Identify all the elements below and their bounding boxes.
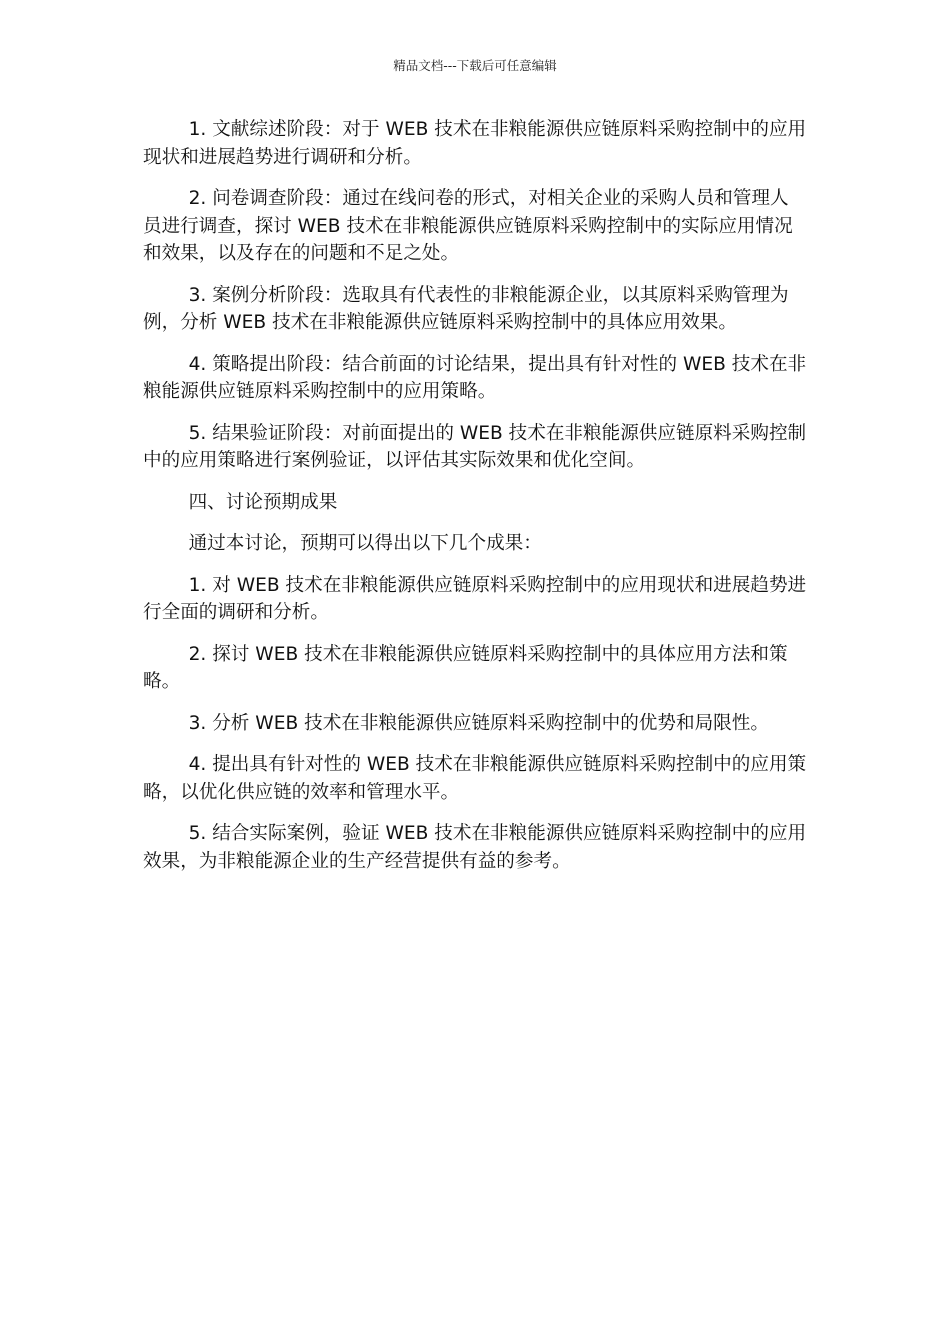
paragraph-result-5: 5. 结合实际案例，验证 WEB 技术在非粮能源供应链原料采购控制中的应用效果，为非粮能源企业的生产经营提供有益的参考。 [143, 823, 807, 872]
paragraph-stage-2: 2. 问卷调查阶段：通过在线问卷的形式，对相关企业的采购人员和管理人员进行调查，探讨 WEB 技术在非粮能源供应链原料采购控制中的实际应用情况和效果，以及存在的问题和不足之处。 [143, 188, 793, 264]
paragraph-result-3: 3. 分析 WEB 技术在非粮能源供应链原料采购控制中的优势和局限性。 [188, 712, 769, 734]
paragraph-stage-3: 3. 案例分析阶段：选取具有代表性的非粮能源企业，以其原料采购管理为例，分析 WEB 技术在非粮能源供应链原料采购控制中的具体应用效果。 [143, 284, 789, 333]
paragraph-stage-5: 5. 结果验证阶段：对前面提出的 WEB 技术在非粮能源供应链原料采购控制中的应用策略进行案例验证，以评估其实际效果和优化空间。 [143, 422, 807, 471]
paragraph-stage-4: 4. 策略提出阶段：结合前面的讨论结果，提出具有针对性的 WEB 技术在非粮能源供应链原料采购控制中的应用策略。 [143, 353, 807, 402]
paragraph-result-2: 2. 探讨 WEB 技术在非粮能源供应链原料采购控制中的具体应用方法和策略。 [143, 643, 788, 692]
paragraph-stage-1: 1. 文献综述阶段：对于 WEB 技术在非粮能源供应链原料采购控制中的应用现状和进展趋势进行调研和分析。 [143, 119, 807, 168]
document-body [143, 116, 807, 889]
section-heading-expected-results: 四、讨论预期成果 [188, 491, 338, 513]
paragraph-result-1: 1. 对 WEB 技术在非粮能源供应链原料采购控制中的应用现状和进展趋势进行全面的调研和分析。 [143, 574, 807, 623]
paragraph-intro-results: 通过本讨论，预期可以得出以下几个成果： [188, 533, 542, 554]
page-header: 精品文档---下载后可任意编辑 [393, 58, 557, 73]
paragraph-result-4: 4. 提出具有针对性的 WEB 技术在非粮能源供应链原料采购控制中的应用策略，以优化供应链的效率和管理水平。 [143, 754, 807, 803]
